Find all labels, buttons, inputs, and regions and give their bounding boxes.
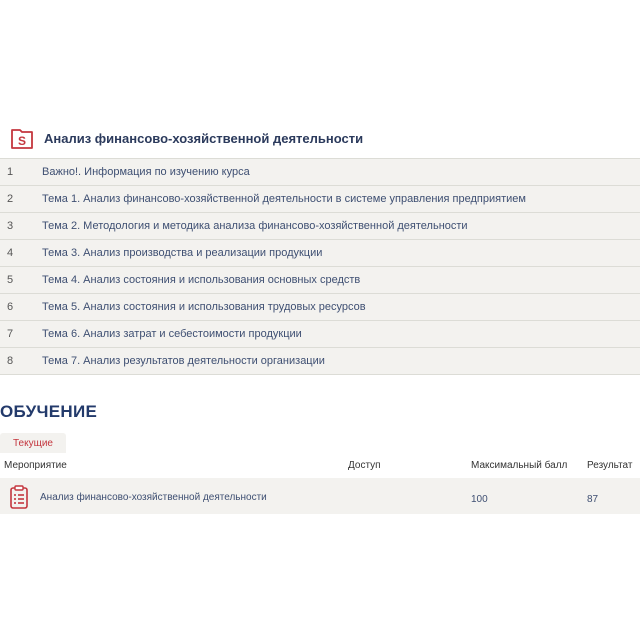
- topic-number: 3: [7, 220, 14, 232]
- topic-link[interactable]: Тема 1. Анализ финансово-хозяйственной деятельности в системе управления предприятием: [42, 193, 526, 205]
- column-result: Результат: [587, 460, 633, 471]
- topic-number: 8: [7, 355, 14, 367]
- topic-row[interactable]: [0, 240, 640, 267]
- learning-tabs: [0, 433, 640, 453]
- topic-list: [0, 158, 640, 375]
- topic-link[interactable]: Тема 2. Методология и методика анализа финансово-хозяйственной деятельности: [42, 220, 468, 232]
- course-header: [0, 118, 640, 158]
- topic-number: 7: [7, 328, 14, 340]
- column-access: Доступ: [348, 460, 381, 471]
- topic-row[interactable]: [0, 186, 640, 213]
- column-max-score: Максимальный балл: [471, 460, 568, 471]
- activity-table-header: [0, 456, 640, 476]
- topic-link[interactable]: Тема 3. Анализ производства и реализации продукции: [42, 247, 323, 259]
- topic-number: 1: [7, 166, 14, 178]
- topic-row[interactable]: [0, 213, 640, 240]
- column-activity: Мероприятие: [4, 460, 67, 471]
- table-row: [0, 478, 640, 514]
- activity-result: 87: [587, 494, 599, 505]
- topic-link[interactable]: Тема 5. Анализ состояния и использования трудовых ресурсов: [42, 301, 366, 313]
- activity-link[interactable]: Анализ финансово-хозяйственной деятельности: [40, 492, 267, 503]
- learning-section-title: ОБУЧЕНИЕ: [0, 402, 98, 421]
- topic-link[interactable]: Тема 7. Анализ результатов деятельности организации: [42, 355, 325, 367]
- topic-number: 5: [7, 274, 14, 286]
- topic-link[interactable]: Тема 6. Анализ затрат и себестоимости продукции: [42, 328, 302, 340]
- topic-row[interactable]: [0, 267, 640, 294]
- topic-row[interactable]: [0, 159, 640, 186]
- course-title[interactable]: Анализ финансово-хозяйственной деятельности: [44, 130, 364, 146]
- tab-current[interactable]: Текущие: [0, 433, 66, 453]
- topic-row[interactable]: [0, 321, 640, 348]
- topic-row[interactable]: [0, 294, 640, 321]
- course-s-icon: [10, 126, 34, 150]
- activity-max-score: 100: [471, 494, 488, 505]
- topic-number: 2: [7, 193, 14, 205]
- topic-number: 4: [7, 247, 14, 259]
- topic-link[interactable]: Важно!. Информация по изучению курса: [42, 166, 250, 178]
- topic-link[interactable]: Тема 4. Анализ состояния и использования основных средств: [42, 274, 361, 286]
- topic-row[interactable]: [0, 348, 640, 375]
- topic-number: 6: [7, 301, 14, 313]
- course-block: [0, 118, 640, 375]
- clipboard-icon: [9, 485, 29, 509]
- svg-text:S: S: [17, 134, 27, 148]
